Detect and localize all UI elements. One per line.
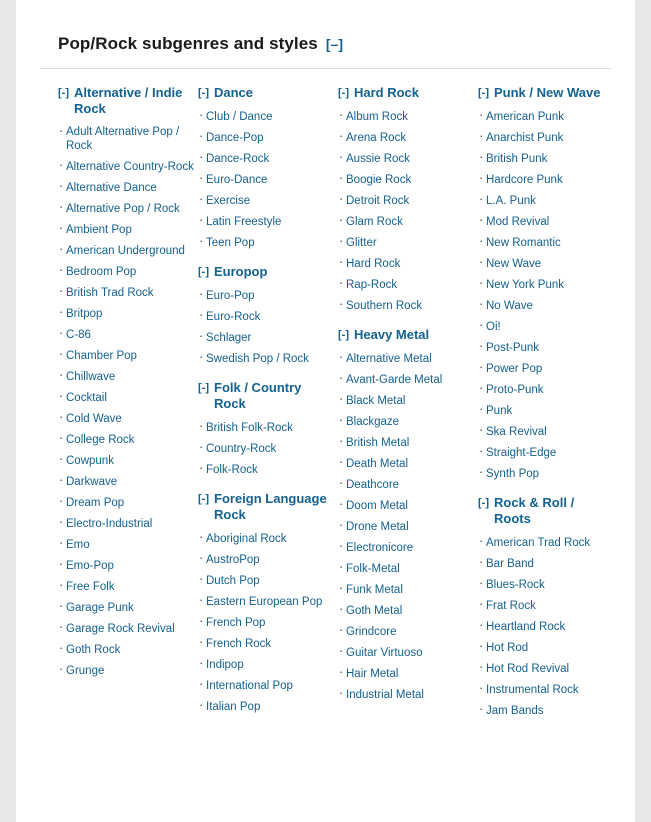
list-item	[58, 285, 194, 300]
genre-link[interactable]: Chillwave	[66, 371, 116, 383]
genre-group-heavy-metal	[338, 327, 474, 702]
group-header	[198, 264, 334, 280]
genre-link[interactable]: Hardcore Punk	[486, 174, 563, 186]
genre-link[interactable]: American Trad Rock	[486, 537, 591, 549]
list-item	[338, 298, 474, 313]
genre-link[interactable]: Dance-Rock	[206, 153, 270, 165]
list-item	[478, 130, 614, 145]
genre-link[interactable]: Cocktail	[66, 392, 107, 404]
list-item	[338, 582, 474, 597]
genre-link[interactable]: Post-Punk	[486, 342, 540, 354]
genre-link[interactable]: Blues-Rock	[486, 579, 545, 591]
genre-link[interactable]: Alternative Pop / Rock	[66, 203, 180, 215]
genre-link[interactable]: Cowpunk	[66, 455, 114, 467]
genre-group-dance	[198, 85, 334, 250]
genre-link[interactable]: Synth Pop	[486, 468, 540, 480]
group-toggle-icon[interactable]: [-]	[338, 87, 349, 99]
list-item	[478, 682, 614, 697]
genre-link[interactable]: Mod Revival	[486, 216, 550, 228]
genre-link[interactable]: Aboriginal Rock	[206, 533, 287, 545]
genre-link[interactable]: Deathcore	[346, 479, 400, 491]
genre-link[interactable]: Boogie Rock	[346, 174, 412, 186]
genre-link[interactable]: Glam Rock	[346, 216, 403, 228]
genre-link[interactable]: Rap-Rock	[346, 279, 398, 291]
genre-link[interactable]: British Metal	[346, 437, 410, 449]
group-header	[478, 495, 614, 527]
genre-link[interactable]: American Underground	[66, 245, 185, 257]
list-item	[58, 159, 194, 174]
list-item	[198, 441, 334, 456]
genre-link[interactable]: Club / Dance	[206, 111, 273, 123]
genre-link[interactable]: Arena Rock	[346, 132, 407, 144]
genre-link[interactable]: Goth Rock	[66, 644, 121, 656]
list-item	[478, 193, 614, 208]
list-item	[478, 298, 614, 313]
list-item	[58, 411, 194, 426]
genre-list	[198, 288, 334, 366]
group-title[interactable]: Folk / Country Rock	[214, 380, 302, 411]
group-toggle-icon[interactable]: [-]	[198, 382, 209, 394]
list-item	[198, 351, 334, 366]
genre-group-alternative-indie-rock	[58, 85, 194, 678]
list-item	[58, 474, 194, 489]
genre-link[interactable]: Bar Band	[486, 558, 534, 570]
genre-link[interactable]: New Romantic	[486, 237, 561, 249]
group-header	[198, 85, 334, 101]
list-item	[198, 172, 334, 187]
list-item	[478, 466, 614, 481]
group-title[interactable]: Rock & Roll / Roots	[494, 495, 575, 526]
genre-link[interactable]: Straight-Edge	[486, 447, 557, 459]
genre-link[interactable]: Aussie Rock	[346, 153, 410, 165]
genre-link[interactable]: Grunge	[66, 665, 105, 677]
group-header	[338, 85, 474, 101]
list-item	[338, 498, 474, 513]
list-item	[58, 222, 194, 237]
list-item	[338, 351, 474, 366]
list-item	[478, 703, 614, 718]
genre-link[interactable]: Italian Pop	[206, 701, 261, 713]
genre-link[interactable]: Funk Metal	[346, 584, 403, 596]
genre-link[interactable]: Avant-Garde Metal	[346, 374, 443, 386]
list-item	[198, 615, 334, 630]
list-item	[338, 235, 474, 250]
list-item	[198, 552, 334, 567]
genre-link[interactable]: Schlager	[206, 332, 252, 344]
group-title[interactable]: Alternative / Indie Rock	[74, 85, 183, 116]
group-toggle-icon[interactable]: [-]	[198, 493, 209, 505]
list-item	[198, 235, 334, 250]
list-item	[58, 369, 194, 384]
genre-link[interactable]: Hair Metal	[346, 668, 399, 680]
genre-link[interactable]: New York Punk	[486, 279, 564, 291]
group-title[interactable]: Foreign Language Rock	[214, 491, 327, 522]
group-toggle-icon[interactable]: [-]	[198, 266, 209, 278]
genre-link[interactable]: Proto-Punk	[486, 384, 544, 396]
page-header	[40, 30, 611, 69]
list-item	[478, 319, 614, 334]
list-item	[338, 456, 474, 471]
genre-link[interactable]: Euro-Pop	[206, 290, 255, 302]
list-item	[58, 243, 194, 258]
genre-link[interactable]: Death Metal	[346, 458, 409, 470]
list-item	[478, 172, 614, 187]
genre-group-foreign-language-rock	[198, 491, 334, 714]
genre-list	[338, 109, 474, 313]
genre-link[interactable]: Cold Wave	[66, 413, 122, 425]
list-item	[478, 151, 614, 166]
genre-link[interactable]: American Punk	[486, 111, 564, 123]
genre-link[interactable]: Alternative Country-Rock	[66, 161, 194, 173]
genre-link[interactable]: French Rock	[206, 638, 272, 650]
genre-link[interactable]: Garage Rock Revival	[66, 623, 175, 635]
genre-link[interactable]: Punk	[486, 405, 513, 417]
genre-link[interactable]: Folk-Metal	[346, 563, 400, 575]
genre-link[interactable]: AustroPop	[206, 554, 260, 566]
list-item	[478, 403, 614, 418]
genre-link[interactable]: Alternative Metal	[346, 353, 432, 365]
list-item	[58, 348, 194, 363]
genre-link[interactable]: Guitar Virtuoso	[346, 647, 423, 659]
list-item	[478, 598, 614, 613]
genre-link[interactable]: Euro-Dance	[206, 174, 268, 186]
genre-link[interactable]: British Punk	[486, 153, 548, 165]
genre-list	[198, 531, 334, 714]
page-title: Pop/Rock subgenres and styles	[58, 34, 318, 53]
genre-link[interactable]: Chamber Pop	[66, 350, 137, 362]
genre-link[interactable]: Folk-Rock	[206, 464, 258, 476]
genre-link[interactable]: Emo-Pop	[66, 560, 114, 572]
genre-link[interactable]: Grindcore	[346, 626, 397, 638]
list-item	[478, 382, 614, 397]
list-item	[198, 699, 334, 714]
list-item	[58, 663, 194, 678]
genre-link[interactable]: Frat Rock	[486, 600, 536, 612]
group-toggle-icon[interactable]: [-]	[198, 87, 209, 99]
list-item	[478, 535, 614, 550]
list-item	[338, 624, 474, 639]
genre-link[interactable]: Indipop	[206, 659, 244, 671]
list-item	[338, 109, 474, 124]
genre-group-punk-new-wave	[478, 85, 614, 481]
group-header	[58, 85, 194, 117]
group-title[interactable]: Heavy Metal	[354, 327, 430, 342]
genre-link[interactable]: British Trad Rock	[66, 287, 154, 299]
genre-link[interactable]: Hot Rod	[486, 642, 529, 654]
genre-list	[478, 109, 614, 481]
list-item	[338, 130, 474, 145]
genre-link[interactable]: New Wave	[486, 258, 542, 270]
list-item	[58, 495, 194, 510]
list-item	[58, 453, 194, 468]
list-item	[338, 666, 474, 681]
genre-link[interactable]: International Pop	[206, 680, 293, 692]
list-item	[338, 214, 474, 229]
collapse-all-toggle[interactable]: [–]	[325, 36, 343, 52]
list-item	[478, 109, 614, 124]
group-header	[198, 491, 334, 523]
genre-link[interactable]: Free Folk	[66, 581, 115, 593]
list-item	[58, 201, 194, 216]
list-item	[338, 519, 474, 534]
list-item	[478, 277, 614, 292]
list-item	[58, 306, 194, 321]
genre-link[interactable]: Dance-Pop	[206, 132, 264, 144]
list-item	[58, 327, 194, 342]
list-item	[198, 151, 334, 166]
genre-column-2	[198, 85, 338, 732]
list-item	[58, 432, 194, 447]
list-item	[58, 579, 194, 594]
list-item	[58, 264, 194, 279]
genre-link[interactable]: Exercise	[206, 195, 251, 207]
list-item	[338, 172, 474, 187]
genre-link[interactable]: Adult Alternative Pop / Rock	[66, 126, 180, 152]
list-item	[338, 277, 474, 292]
list-item	[198, 130, 334, 145]
genre-group-europop	[198, 264, 334, 366]
list-item	[478, 340, 614, 355]
group-title[interactable]: Dance	[214, 85, 254, 100]
list-item	[478, 445, 614, 460]
genre-link[interactable]: Detroit Rock	[346, 195, 410, 207]
genre-link[interactable]: Southern Rock	[346, 300, 423, 312]
genre-list	[198, 420, 334, 477]
list-item	[58, 621, 194, 636]
list-item	[198, 288, 334, 303]
list-item	[198, 573, 334, 588]
genre-link[interactable]: Instrumental Rock	[486, 684, 579, 696]
list-item	[338, 477, 474, 492]
list-item	[478, 424, 614, 439]
list-item	[478, 556, 614, 571]
genre-link[interactable]: Hard Rock	[346, 258, 401, 270]
genre-link[interactable]: Album Rock	[346, 111, 408, 123]
list-item	[478, 619, 614, 634]
genre-link[interactable]: Bedroom Pop	[66, 266, 137, 278]
genre-link[interactable]: Anarchist Punk	[486, 132, 564, 144]
list-item	[338, 372, 474, 387]
genre-group-folk-country-rock	[198, 380, 334, 477]
list-item	[338, 151, 474, 166]
list-item	[338, 561, 474, 576]
list-item	[478, 640, 614, 655]
list-item	[198, 462, 334, 477]
genre-link[interactable]: C-86	[66, 329, 91, 341]
genre-link[interactable]: Teen Pop	[206, 237, 255, 249]
genre-link[interactable]: Garage Punk	[66, 602, 134, 614]
genre-column-4	[478, 85, 618, 732]
genre-link[interactable]: Dutch Pop	[206, 575, 260, 587]
genre-link[interactable]: Drone Metal	[346, 521, 409, 533]
list-item	[198, 594, 334, 609]
genre-column-3	[338, 85, 478, 732]
list-item	[58, 600, 194, 615]
genre-link[interactable]: Black Metal	[346, 395, 406, 407]
genre-link[interactable]: Hot Rod Revival	[486, 663, 570, 675]
list-item	[338, 603, 474, 618]
list-item	[198, 330, 334, 345]
list-item	[478, 235, 614, 250]
list-item	[58, 125, 194, 153]
genre-link[interactable]: Swedish Pop / Rock	[206, 353, 309, 365]
genre-link[interactable]: Country-Rock	[206, 443, 277, 455]
list-item	[338, 435, 474, 450]
group-title[interactable]: Hard Rock	[354, 85, 420, 100]
genre-link[interactable]: Glitter	[346, 237, 377, 249]
genre-link[interactable]: French Pop	[206, 617, 266, 629]
genre-columns	[40, 85, 611, 732]
genre-link[interactable]: L.A. Punk	[486, 195, 536, 207]
genre-link[interactable]: Emo	[66, 539, 90, 551]
genre-link[interactable]: College Rock	[66, 434, 135, 446]
list-item	[478, 661, 614, 676]
genre-list	[58, 125, 194, 678]
group-toggle-icon[interactable]: [-]	[58, 87, 69, 99]
genre-group-hard-rock	[338, 85, 474, 313]
list-item	[198, 657, 334, 672]
list-item	[338, 393, 474, 408]
list-item	[198, 309, 334, 324]
genre-group-rock-and-roll-roots	[478, 495, 614, 718]
group-header	[338, 327, 474, 343]
genre-link[interactable]: Euro-Rock	[206, 311, 261, 323]
list-item	[338, 256, 474, 271]
genre-link[interactable]: British Folk-Rock	[206, 422, 293, 434]
genre-link[interactable]: Ambient Pop	[66, 224, 132, 236]
list-item	[198, 678, 334, 693]
genre-link[interactable]: Dream Pop	[66, 497, 125, 509]
group-title[interactable]: Punk / New Wave	[494, 85, 601, 100]
genre-link[interactable]: Goth Metal	[346, 605, 403, 617]
list-item	[58, 390, 194, 405]
genre-link[interactable]: Britpop	[66, 308, 103, 320]
list-item	[58, 180, 194, 195]
genre-link[interactable]: Industrial Metal	[346, 689, 424, 701]
list-item	[198, 109, 334, 124]
list-item	[478, 361, 614, 376]
list-item	[478, 577, 614, 592]
list-item	[338, 540, 474, 555]
genre-link[interactable]: Heartland Rock	[486, 621, 566, 633]
genre-list	[198, 109, 334, 250]
group-header	[478, 85, 614, 101]
list-item	[478, 256, 614, 271]
list-item	[58, 642, 194, 657]
genre-link[interactable]: Oi!	[486, 321, 501, 333]
genre-link[interactable]: Jam Bands	[486, 705, 544, 717]
list-item	[198, 214, 334, 229]
group-title[interactable]: Europop	[214, 264, 268, 279]
list-item	[198, 193, 334, 208]
list-item	[58, 558, 194, 573]
list-item	[198, 636, 334, 651]
list-item	[338, 193, 474, 208]
genre-link[interactable]: Latin Freestyle	[206, 216, 282, 228]
genre-link[interactable]: Alternative Dance	[66, 182, 157, 194]
genre-link[interactable]: Power Pop	[486, 363, 543, 375]
list-item	[58, 516, 194, 531]
genre-link[interactable]: Eastern European Pop	[206, 596, 323, 608]
genre-link[interactable]: Darkwave	[66, 476, 118, 488]
genre-page	[16, 0, 635, 822]
genre-link[interactable]: No Wave	[486, 300, 533, 312]
group-header	[198, 380, 334, 412]
genre-list	[478, 535, 614, 718]
group-toggle-icon[interactable]: [-]	[478, 497, 489, 509]
genre-column-1	[58, 85, 198, 732]
list-item	[58, 537, 194, 552]
list-item	[198, 531, 334, 546]
genre-link[interactable]: Doom Metal	[346, 500, 408, 512]
list-item	[338, 687, 474, 702]
group-toggle-icon[interactable]: [-]	[338, 329, 349, 341]
group-toggle-icon[interactable]: [-]	[478, 87, 489, 99]
list-item	[478, 214, 614, 229]
genre-list	[338, 351, 474, 702]
genre-link[interactable]: Ska Revival	[486, 426, 547, 438]
list-item	[338, 645, 474, 660]
genre-link[interactable]: Electronicore	[346, 542, 414, 554]
list-item	[198, 420, 334, 435]
list-item	[338, 414, 474, 429]
genre-link[interactable]: Electro-Industrial	[66, 518, 153, 530]
genre-link[interactable]: Blackgaze	[346, 416, 400, 428]
